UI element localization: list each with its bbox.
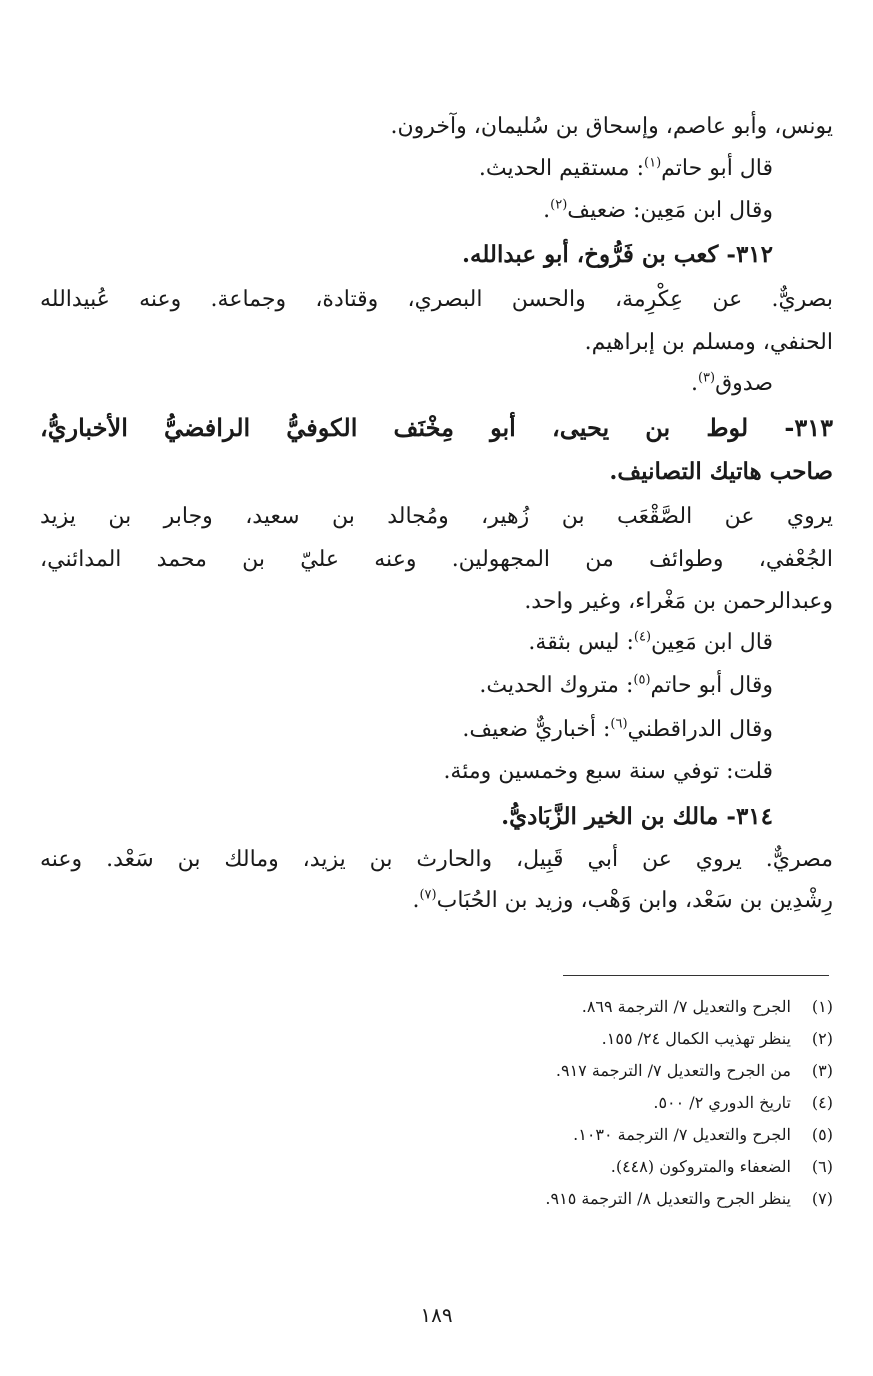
text-line: وعبدالرحمن بن مَغْراء، وغير واحد. bbox=[524, 589, 833, 614]
footnote: (٥)الجرح والتعديل ٧/ الترجمة ١٠٣٠. bbox=[573, 1125, 833, 1144]
text-line: وقال أبو حاتم$^{(٥)}$: متروك الحديث. bbox=[479, 672, 773, 698]
text-line: وقال ابن مَعِين: ضعيف$^{(٢)}$. bbox=[543, 197, 773, 223]
page-number: ١٨٩ bbox=[420, 1303, 453, 1327]
text-line: صدوق$^{(٣)}$. bbox=[690, 370, 773, 396]
footnote-ref: (٤) bbox=[633, 629, 652, 645]
entry-heading-312: ٣١٢- كعب بن فَرُّوخ، أبو عبدالله. bbox=[461, 241, 773, 268]
text-line: رِشْدِين بن سَعْد، وابن وَهْب، وزيد بن الحُبَاب$^{(٧)}$. bbox=[412, 887, 833, 913]
text-line: قال ابن مَعِين$^{(٤)}$: ليس بثقة. bbox=[528, 629, 773, 655]
text-line: بصريٌّ. عن عِكْرِمة، والحسن البصري، وقتادة، وجماعة. وعنه عُبيدالله bbox=[40, 287, 833, 312]
entry-heading-314: ٣١٤- مالك بن الخير الزَّبَاديُّ. bbox=[501, 803, 773, 830]
footnote-ref: (٥) bbox=[633, 672, 651, 688]
footnote-ref: (٣) bbox=[697, 370, 716, 386]
footnote: (٢)ينظر تهذيب الكمال ٢٤/ ١٥٥. bbox=[601, 1029, 833, 1048]
text-line: يروي عن الصَّقْعَب بن زُهير، ومُجالد بن سعيد، وجابر بن يزيد bbox=[40, 504, 833, 529]
text-line: الحنفي، ومسلم بن إبراهيم. bbox=[584, 330, 833, 355]
footnote-divider bbox=[563, 975, 829, 976]
text-line: الجُعْفي، وطوائف من المجهولين. وعنه عليّ بن محمد المدائني، bbox=[40, 547, 833, 572]
footnote-ref: (١) bbox=[644, 155, 662, 171]
entry-heading-313: ٣١٣- لوط بن يحيى، أبو مِخْنَف الكوفيُّ الرافضيُّ الأخباريُّ، bbox=[40, 413, 833, 442]
entry-heading-313-cont: صاحب هاتيك التصانيف. bbox=[609, 458, 833, 485]
footnote: (١)الجرح والتعديل ٧/ الترجمة ٨٦٩. bbox=[581, 997, 833, 1016]
text-line: قلت: توفي سنة سبع وخمسين ومئة. bbox=[443, 759, 773, 784]
footnote-ref: (٦) bbox=[610, 716, 628, 732]
text-line: قال أبو حاتم$^{(١)}$: مستقيم الحديث. bbox=[478, 155, 773, 181]
footnote: (٣)من الجرح والتعديل ٧/ الترجمة ٩١٧. bbox=[555, 1061, 833, 1080]
footnote-ref: (٢) bbox=[550, 197, 568, 213]
footnote: (٤)تاريخ الدوري ٢/ ٥٠٠. bbox=[653, 1093, 833, 1112]
text-line: وقال الدراقطني$^{(٦)}$: أخباريٌّ ضعيف. bbox=[462, 716, 773, 742]
text-line: يونس، وأبو عاصم، وإسحاق بن سُليمان، وآخرون. bbox=[390, 114, 833, 139]
footnote: (٦)الضعفاء والمتروكون (٤٤٨). bbox=[610, 1157, 833, 1176]
footnote-ref: (٧) bbox=[419, 887, 437, 903]
text-line: مصريٌّ. يروي عن أبي قَبِيل، والحارث بن يزيد، ومالك بن سَعْد. وعنه bbox=[40, 847, 833, 872]
footnote: (٧)ينظر الجرح والتعديل ٨/ الترجمة ٩١٥. bbox=[545, 1189, 833, 1208]
